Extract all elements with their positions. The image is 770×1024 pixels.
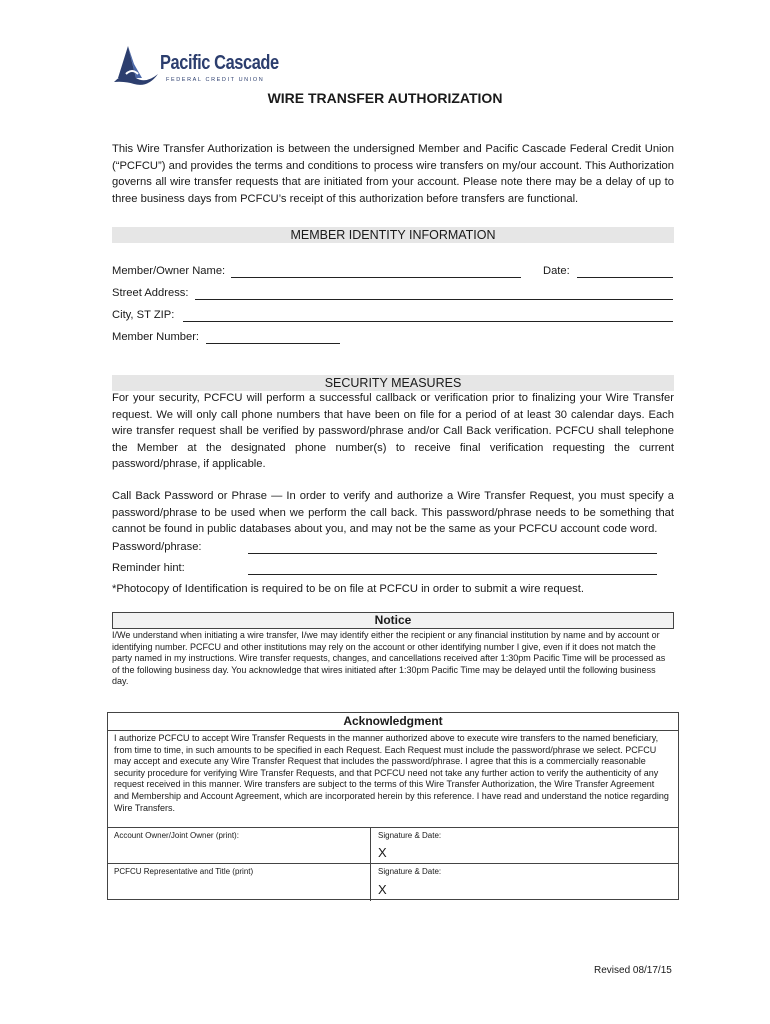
street-label: Street Address: [112,287,189,299]
cell-divider [370,828,371,864]
city-label: City, ST ZIP: [112,309,175,321]
owner-print-label: Account Owner/Joint Owner (print): [114,831,239,840]
notice-text: I/We understand when initiating a wire transfer, I/we may identify either the recipient or any financial institution by name and by account or identifying number. PCFCU and other institutions may rely on the account or other identifying number I give, even if it does not match the party named in my instructions. Wire transfer requests, changes, and cancellations received after 1:30pm Pacific Time will be processed as of the following business day. You acknowledge that wires initiated after 1:30pm Pacific Time may be delayed until the following business day. [112,630,666,687]
member-owner-field[interactable] [231,277,521,278]
callback-paragraph: Call Back Password or Phrase — In order to verify and authorize a Wire Transfer Request, you must specify a password/phrase to be used when we perform the call back. This password/phrase needs to be something that cannot be found in public databases about you, and may not be the same as your PCFCU account code word. [112,490,674,535]
date-field[interactable] [577,277,673,278]
revised-date: Revised 08/17/15 [594,965,672,976]
logo-subtitle: FEDERAL CREDIT UNION [166,77,265,83]
hint-label: Reminder hint: [112,562,185,574]
password-label: Password/phrase: [112,541,202,553]
photocopy-note: *Photocopy of Identification is required to be on file at PCFCU in order to submit a wire request. [112,583,584,595]
security-paragraph: For your security, PCFCU will perform a successful callback or verification prior to finalizing your Wire Transfer request. We will only call phone numbers that have been on file for a period of at least 30 calendar days. Each wire transfer request shall be verified by password/phrase and/or Call Back verification. PCFCU shall telephone the Member at the designated phone number(s) to receive final verification requesting the current password/phrase, if applicable. [112,392,674,470]
member-identity-heading: MEMBER IDENTITY INFORMATION [112,227,674,243]
cell-divider [370,864,371,901]
security-heading: SECURITY MEASURES [112,375,674,391]
acknowledgment-heading: Acknowledgment [108,713,678,731]
member-number-label: Member Number: [112,331,200,343]
owner-signature-row [108,827,678,864]
page-title: WIRE TRANSFER AUTHORIZATION [267,90,503,106]
street-field[interactable] [195,299,673,300]
password-field[interactable] [248,553,657,554]
logo-name: Pacific Cascade [160,52,279,74]
rep-signature-row [108,863,678,901]
city-field[interactable] [183,321,673,322]
signature-mark[interactable]: X [378,882,387,897]
member-owner-label: Member/Owner Name: [112,265,226,277]
date-label: Date: [543,265,570,277]
rep-print-label: PCFCU Representative and Title (print) [114,867,254,876]
signature-date-label: Signature & Date: [378,831,442,840]
signature-mark[interactable]: X [378,845,387,860]
intro-paragraph: This Wire Transfer Authorization is between the undersigned Member and Pacific Cascade Federal Credit Union (“PCFCU”) and provides the terms and conditions to process wire transfers on my/our account. This Authorization governs all wire transfer requests that are initiated from your account. Please note there may be a delay of up to three business days from PCFCU’s receipt of this authorization before transfers are functional. [112,143,674,205]
signature-date-label: Signature & Date: [378,867,442,876]
acknowledgment-box [107,712,679,900]
notice-heading: Notice [112,612,674,629]
hint-field[interactable] [248,574,657,575]
member-number-field[interactable] [206,343,340,344]
acknowledgment-text: I authorize PCFCU to accept Wire Transfer Requests in the manner authorized above to execute wire transfers to the named beneficiary, from time to time, in such amounts to be specified in each Request. Each Request must include the password/phrase we select. PCFCU may accept and execute any Wire Transfer Request that includes the password/phrase. I agree that this is a commercially reasonable security procedure for verifying Wire Transfer Requests, and that PCFCU need not take any further action to verify the authenticity of any request received in this manner. Wire transfers are subject to the terms of this Wire Transfer Authorization, the Wire Transfer Agreement and Membership and Account Agreement, which are incorporated herein by this reference. I have read and understand the notice regarding Wire Transfers. [114,733,669,813]
